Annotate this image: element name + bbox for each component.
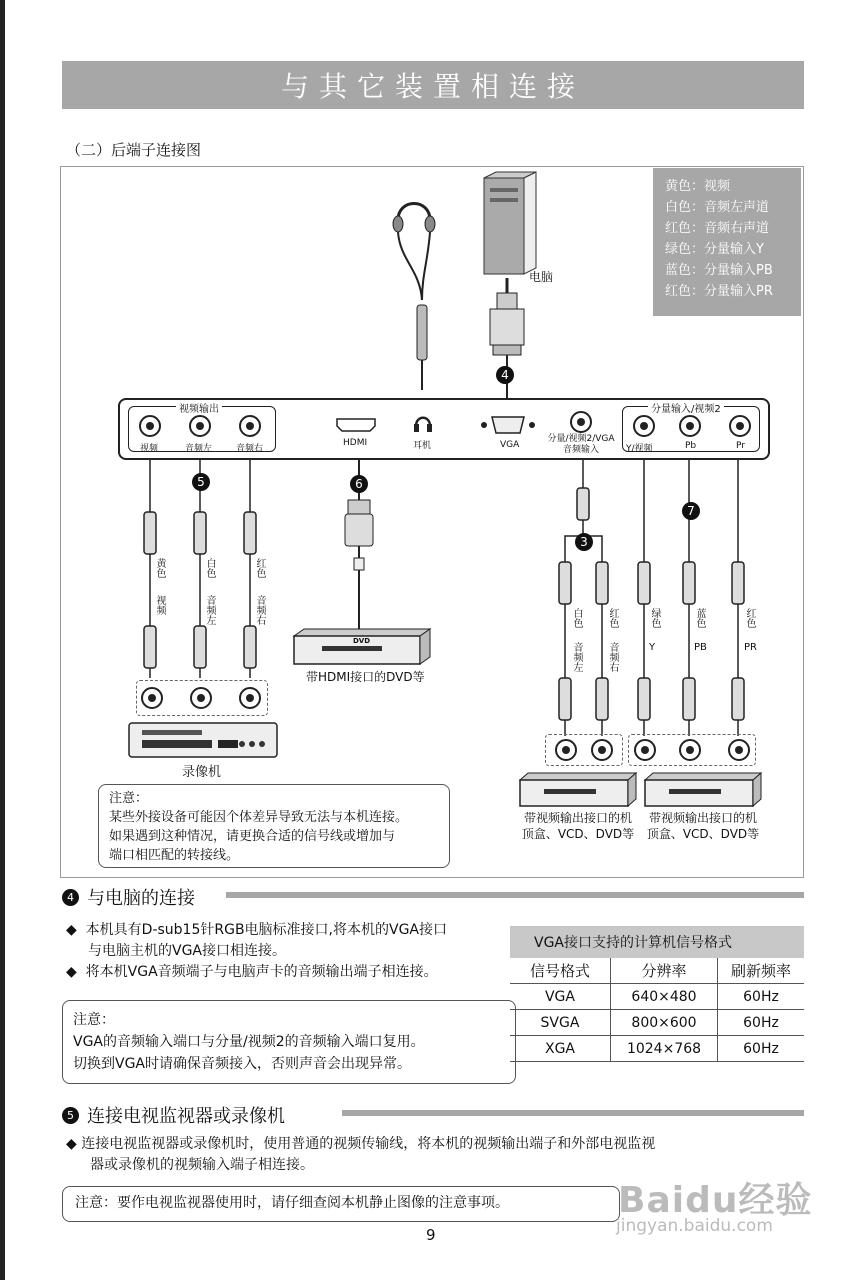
marker-7: 7 xyxy=(682,502,700,520)
port-label: Pr xyxy=(736,441,745,451)
audio-left-out-jack xyxy=(189,415,211,437)
video-out-title: 视频输出 xyxy=(176,400,222,415)
device-jack xyxy=(728,739,750,761)
note-line: 切换到VGA时请确保音频接入，否则声音会出现异常。 xyxy=(73,1056,412,1072)
port-label: 耳机 xyxy=(413,441,432,451)
component-pr-jack xyxy=(729,415,751,437)
table-row xyxy=(510,984,804,1010)
cable-label: 音频右 xyxy=(607,642,618,672)
caption-line: 带视频输出接口的机 xyxy=(523,811,632,825)
device-jack xyxy=(679,739,701,761)
cable-label: PB xyxy=(694,642,707,653)
cable-label: 红色 xyxy=(744,608,755,628)
table-cell: VGA xyxy=(510,984,611,1010)
bullet-text: 将本机VGA音频端子与电脑声卡的音频输出端子相连接。 xyxy=(85,964,438,980)
component-y-jack xyxy=(633,415,655,437)
bullet-line: ◆ 本机具有D-sub15针RGB电脑标准接口,将本机的VGA接口 xyxy=(66,922,448,938)
settop-box-icon xyxy=(518,772,638,808)
section-5-number: 5 xyxy=(62,1107,79,1124)
note-line: 如果遇到这种情况，请更换合适的信号线或增加与 xyxy=(109,829,396,844)
component-pb-jack xyxy=(679,415,701,437)
caption-line: 顶盒、VCD、DVD等 xyxy=(521,827,635,841)
legend-item: 红色：分量输入PR xyxy=(665,284,773,299)
table-header: 刷新频率 xyxy=(718,958,805,984)
vcr-jack xyxy=(190,687,212,709)
video-out-jack xyxy=(139,415,161,437)
section-5-note: 注意：要作电视监视器使用时，请仔细查阅本机静止图像的注意事项。 xyxy=(62,1186,620,1222)
table-header-row xyxy=(510,958,804,984)
port-label: VGA xyxy=(500,440,520,450)
bullet-line: 器或录像机的视频输入端子相连接。 xyxy=(90,1157,314,1173)
table-header: 分辨率 xyxy=(611,958,718,984)
note-line: 端口相匹配的转接线。 xyxy=(109,848,240,863)
cable-label: 黄色 xyxy=(154,558,165,578)
section-4-title: 与电脑的连接 xyxy=(87,888,195,909)
page-edge-bar xyxy=(0,0,5,1280)
computer-icon xyxy=(478,170,540,278)
bullet-line: 与电脑主机的VGA接口相连接。 xyxy=(88,943,287,959)
vcr-jack xyxy=(239,687,261,709)
table-cell: XGA xyxy=(510,1036,611,1062)
cable-label: 白色 xyxy=(571,608,582,628)
marker-3: 3 xyxy=(575,533,593,551)
cable-label: 红色 xyxy=(607,608,618,628)
cable-label: PR xyxy=(744,642,757,653)
port-label: Y/视频 xyxy=(626,444,653,454)
legend-item: 黄色：视频 xyxy=(665,179,731,194)
table-cell: 640×480 xyxy=(611,984,718,1010)
device-caption-left xyxy=(517,810,639,842)
page-title: 与其它装置相连接 xyxy=(62,61,804,109)
cable-label: 音频右 xyxy=(254,595,265,625)
diagram-note xyxy=(98,784,450,868)
legend-item: 蓝色：分量输入PB xyxy=(665,263,773,278)
device-jack xyxy=(591,739,613,761)
pc-label: 电脑 xyxy=(529,270,554,284)
legend-item: 绿色：分量输入Y xyxy=(665,242,764,257)
vcr-jack xyxy=(141,687,163,709)
legend-item: 白色：音频左声道 xyxy=(665,200,770,215)
table-cell: 1024×768 xyxy=(611,1036,718,1062)
rca-cables-right xyxy=(548,458,758,736)
caption-line: 带视频输出接口的机 xyxy=(648,811,757,825)
cable-label: 音频左 xyxy=(204,595,215,625)
section-4-number: 4 xyxy=(62,889,79,906)
table-row xyxy=(510,1036,804,1062)
table-cell: 60Hz xyxy=(718,984,805,1010)
vcr-label: 录像机 xyxy=(182,765,222,780)
earphone-port-icon xyxy=(412,412,434,434)
cable-label: Y xyxy=(649,642,656,653)
caption-line: 顶盒、VCD、DVD等 xyxy=(646,827,760,841)
cable-label: 视频 xyxy=(154,595,165,615)
dvd-logo: DVD xyxy=(353,637,371,645)
color-legend xyxy=(653,168,801,316)
watermark-url: jingyan.baidu.com xyxy=(616,1216,773,1236)
section-rule xyxy=(342,1110,804,1116)
table-cell: 60Hz xyxy=(718,1036,805,1062)
marker-4: 4 xyxy=(496,366,514,384)
marker-6: 6 xyxy=(350,475,368,493)
headphone-icon xyxy=(390,190,450,390)
port-label: 音频左 xyxy=(185,444,213,454)
rca-cables-left xyxy=(130,458,270,678)
watermark-logo: Baidu经验 xyxy=(618,1180,813,1221)
component-title: 分量输入/视频2 xyxy=(648,400,724,415)
section-5-heading xyxy=(62,1102,285,1128)
section-4-heading xyxy=(62,884,195,910)
bullet-text: 本机具有D-sub15针RGB电脑标准接口,将本机的VGA接口 xyxy=(85,922,448,938)
section-rule xyxy=(226,892,804,898)
cable-label: 红色 xyxy=(254,558,265,578)
port-label: 分量/视频2/VGA音频输入 xyxy=(547,434,615,455)
diagram-subtitle: （二）后端子连接图 xyxy=(66,141,202,159)
marker-5: 5 xyxy=(192,473,210,491)
note-line: VGA的音频输入端口与分量/视频2的音频输入端口复用。 xyxy=(73,1034,425,1050)
port-label: 视频 xyxy=(140,444,159,454)
cable-label: 白色 xyxy=(204,558,215,578)
vga-port-icon xyxy=(480,414,536,436)
signal-table-title: VGA接口支持的计算机信号格式 xyxy=(510,926,804,958)
audio-right-out-jack xyxy=(239,415,261,437)
port-label: 音频右 xyxy=(236,444,264,454)
note-title: 注意： xyxy=(73,1012,115,1028)
section-5-bullets xyxy=(66,1134,806,1176)
port-label: HDMI xyxy=(343,438,368,448)
signal-format-table xyxy=(510,958,804,1062)
settop-box-icon xyxy=(643,772,763,808)
page-number: 9 xyxy=(426,1226,436,1244)
hdmi-dvd-label: 带HDMI接口的DVD等 xyxy=(306,670,425,684)
bullet-line: ◆ 将本机VGA音频端子与电脑声卡的音频输出端子相连接。 xyxy=(66,964,438,980)
hdmi-dvd-player-icon xyxy=(292,628,432,666)
note-line: 某些外接设备可能因个体差异导致无法与本机连接。 xyxy=(109,810,409,825)
section-4-bullets xyxy=(66,920,506,983)
table-header: 信号格式 xyxy=(510,958,611,984)
device-caption-right xyxy=(642,810,764,842)
cable-label: 绿色 xyxy=(649,608,660,628)
device-jack xyxy=(634,739,656,761)
cable-label: 蓝色 xyxy=(694,608,705,628)
bullet-text: 连接电视监视器或录像机时，使用普通的视频传输线，将本机的视频输出端子和外部电视监视 xyxy=(81,1136,656,1152)
audio-in-jack xyxy=(570,411,592,433)
cable-label: 音频左 xyxy=(571,642,582,672)
note-title: 注意： xyxy=(109,791,149,806)
hdmi-port-icon xyxy=(336,418,376,432)
legend-item: 红色：音频右声道 xyxy=(665,221,770,236)
section-5-title: 连接电视监视器或录像机 xyxy=(87,1106,285,1127)
table-row xyxy=(510,1010,804,1036)
bullet-line: ◆ 连接电视监视器或录像机时，使用普通的视频传输线，将本机的视频输出端子和外部电视监视 xyxy=(66,1136,656,1152)
vcr-icon xyxy=(128,722,278,758)
table-cell: SVGA xyxy=(510,1010,611,1036)
port-label: Pb xyxy=(685,441,697,451)
table-cell: 800×600 xyxy=(611,1010,718,1036)
device-jack xyxy=(555,739,577,761)
section-4-note xyxy=(62,1000,516,1084)
table-cell: 60Hz xyxy=(718,1010,805,1036)
